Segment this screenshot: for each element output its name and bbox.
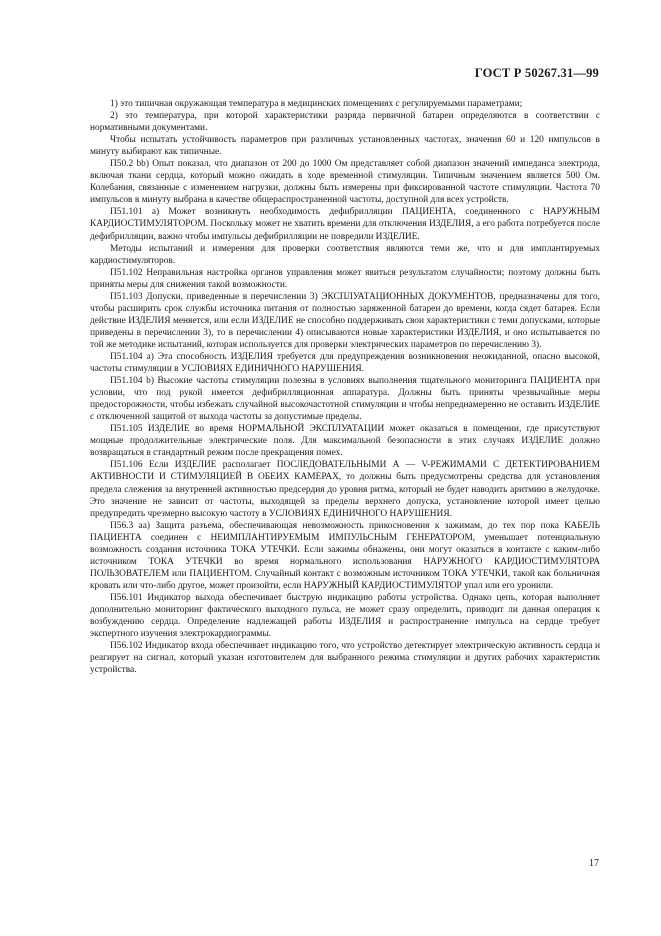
paragraph: Чтобы испытать устойчивость параметров при различных установленных частотах, значения 60 и 120 импульсов в минуту выбирают как типичные. <box>90 135 600 158</box>
paragraph: П51.101 а) Может возникнуть необходимость дефибрилляции ПАЦИЕНТА, соединенного с НАРУЖНЫМ КАРДИОСТИМУЛЯТОРОМ. Поскольку может не хватить времени для отключения ИЗДЕЛИЯ, а его работа потребуется после дефибрилляции, важно чтобы импульсы дефибрилляции не повредили ИЗДЕЛИЕ. <box>90 207 600 242</box>
paragraph: Методы испытаний и измерения для проверки соответствия являются теми же, что и для имплантируемых кардиостимуляторов. <box>90 243 600 266</box>
paragraph: П51.104 а) Эта способность ИЗДЕЛИЯ требуется для предупреждения возникновения неожиданной, опасно высокой, частоты стимуляции в УСЛОВИЯХ ЕДИНИЧНОГО НАРУШЕНИЯ. <box>90 351 600 375</box>
paragraph: П51.104 b) Высокие частоты стимуляции полезны в условиях выполнения тщательного мониторинга ПАЦИЕНТА при условии, что под рукой имеется дефибрилляционная аппаратура. Должны быть приняты чрезвычайные меры предосторожности, чтобы избежать случайной высокочастотной стимуляции и чтобы непреднамеренно не оставить ИЗДЕЛИЕ с отключенной защитой от выхода частоты за допустимые пределы. <box>90 376 600 423</box>
paragraph: П51.103 Допуски, приведенные в перечислении 3) ЭКСПЛУАТАЦИОННЫХ ДОКУМЕНТОВ, предназначены для того, чтобы расширить срок службы источника питания от полностью заряженной батареи до времени, когда сядет батарея. Если действие ИЗДЕЛИЯ меняется, или если ИЗДЕЛИЕ не способно поддерживать свои характеристики с теми допусками, которые приведены в перечислении 3), то в перечислении 4) описываются новые характеристики ИЗДЕЛИЯ, и оно испытывается по той же методике испытаний, которая используется для проверки электрических параметров по перечислению 3). <box>90 291 600 350</box>
paragraph: П56.102 Индикатор входа обеспечивает индикацию того, что устройство детектирует электрическую активность сердца и реагирует на сигнал, который указан изготовителем для выбранного режима стимуляции и других рабочих характеристик устройства. <box>90 641 600 676</box>
paragraph: П56.3 аа) Защита разъема, обеспечивающая невозможность прикосновения к зажимам, до тех пор пока КАБЕЛЬ ПАЦИЕНТА соединен с НЕИМПЛАНТИРУЕМЫМ ИМПУЛЬСНЫМ ГЕНЕРАТОРОМ, уменьшает потенциальную возможность создания источника ТОКА УТЕЧКИ. Если зажимы обнажены, они могут оказаться в контакте с каким-либо источником ТОКА УТЕЧКИ во время нормального использования НАРУЖНОГО КАРДИОСТИМУЛЯТОРА ПОЛЬЗОВАТЕЛЕМ или ПАЦИЕНТОМ. Случайный контакт с возможным источником ТОКА УТЕЧКИ, такой как больничная кровать или что-либо другое, может произойти, если НАРУЖНЫЙ КАРДИОСТИМУЛЯТОР упал или его уронили. <box>90 520 600 591</box>
paragraph: П50.2 bb) Опыт показал, что диапазон от 200 до 1000 Ом представляет собой диапазон значений импеданса электрода, включая ткани сердца, который можно ожидать в ходе временной стимуляции. Типичным значением является 500 Ом. Колебания, связанные с изменением нагрузки, должны быть измерены при фиксированной частоте стимуляции. Частота 70 импульсов в минуту выбрана в качестве общераспространенной частоты, доступной для всех устройств. <box>90 159 600 206</box>
document-body <box>90 98 600 676</box>
paragraph: П51.102 Неправильная настройка органов управления может явиться результатом случайности; поэтому должны быть приняты меры для снижения такой возможности. <box>90 267 600 290</box>
standard-code-header: ГОСТ Р 50267.31—99 <box>474 66 599 80</box>
paragraph: 2) это температура, при которой характеристики разряда первичной батареи определяются в соответствии с нормативными документами. <box>90 111 600 134</box>
paragraph: 1) это типичная окружающая температура в медицинских помещениях с регулируемыми параметрами; <box>110 99 523 109</box>
paragraph: П56.101 Индикатор выхода обеспечивает быструю индикацию работы устройства. Однако цепь, которая выполняет дополнительно мониторинг фактического выходного пульса, не может сразу определить, приводит ли данная операция к возбуждению сердца. Определение надлежащей работы ИЗДЕЛИЯ и распространение импульса на сердце требует экспертного изучения электрокардиограммы. <box>90 592 600 640</box>
page-number: 17 <box>589 858 599 869</box>
paragraph: П51.106 Если ИЗДЕЛИЕ располагает ПОСЛЕДОВАТЕЛЬНЫМИ А — V-РЕЖИМАМИ С ДЕТЕКТИРОВАНИЕМ АКТИВНОСТИ И СТИМУЛЯЦИЕЙ В ОБЕИХ КАМЕРАХ, то должны быть предусмотрены средства для установления предела слежения за внутренней активностью предсердия до уровня ритма, который не будет наводить аритмию в желудочке. Это значение не зависит от частоты, выходящей за пределы верхнего допуска, установление которой имеет целью предупредить чрезмерно высокую частоту в УСЛОВИЯХ ЕДИНИЧНОГО НАРУШЕНИЯ. <box>90 460 600 519</box>
paragraph: П51.105 ИЗДЕЛИЕ во время НОРМАЛЬНОЙ ЭКСПЛУАТАЦИИ может оказаться в помещении, где присутствуют мощные продолжительные электрические поля. Для максимальной безопасности в этих случаях ИЗДЕЛИЕ должно возвращаться в стандартный режим после прекращения помех. <box>90 424 600 459</box>
